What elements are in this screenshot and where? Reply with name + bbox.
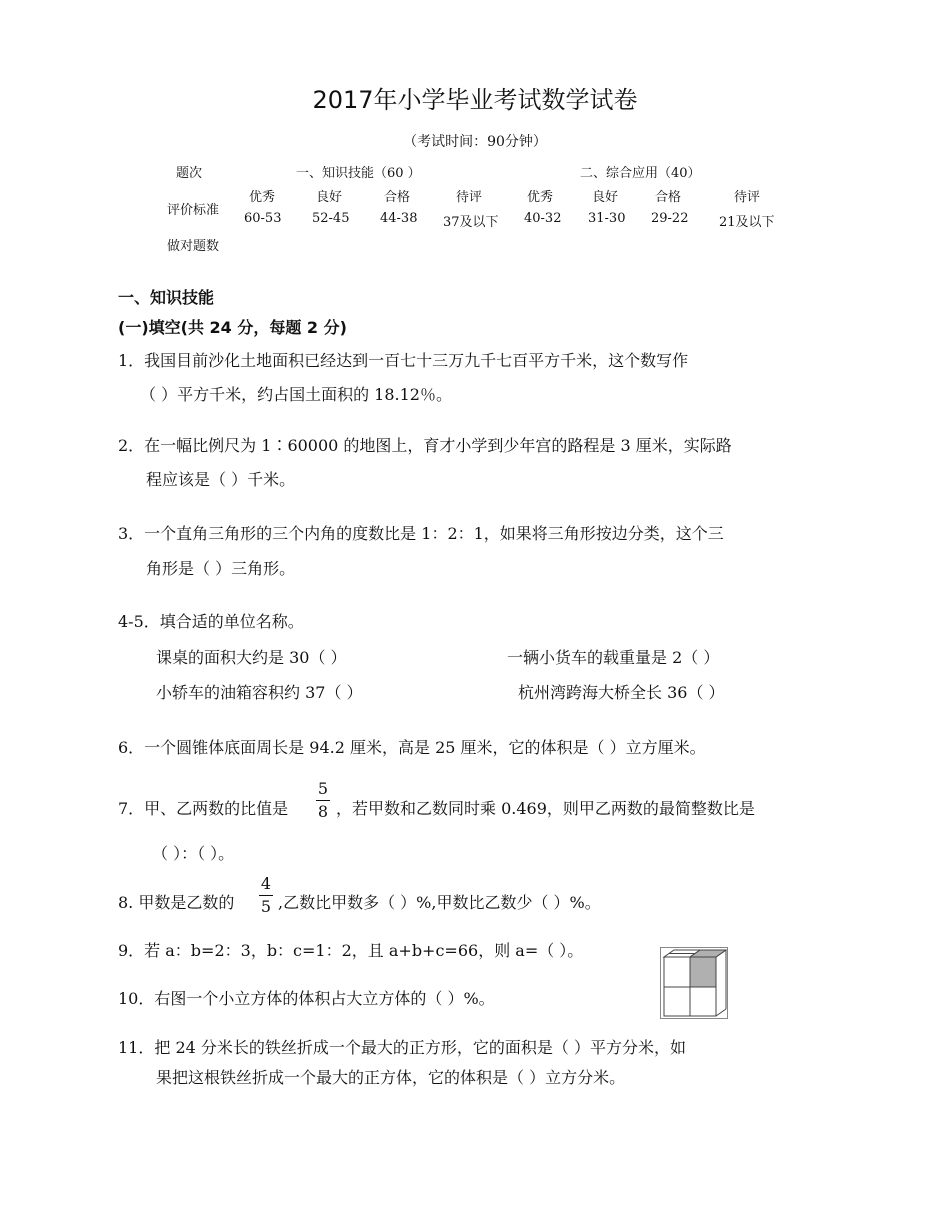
- shaded-small-cube: [690, 957, 716, 987]
- question-11-line1: 11．把 24 分米长的铁丝折成一个最大的正方形，它的面积是（ ）平方分米，如: [118, 1038, 686, 1057]
- question-1-line2: （ ）平方千米，约占国土面积的 18.12％。: [140, 385, 452, 404]
- question-1-line1: 1．我国目前沙化土地面积已经达到一百七十三万九千七百平方千米，这个数写作: [118, 351, 689, 370]
- question-45-d: 杭州湾跨海大桥全长 36（ ）: [518, 683, 725, 702]
- section-heading: 一、知识技能: [118, 288, 215, 307]
- fraction-denominator: 5: [260, 897, 272, 916]
- range-cell: 40-32: [524, 211, 562, 226]
- range-cell: 52-45: [312, 211, 350, 226]
- question-3-line2: 角形是（ ）三角形。: [146, 559, 296, 578]
- range-cell: 37及以下: [443, 215, 499, 230]
- question-10: 10．右图一个小立方体的体积占大立方体的（ ）%。: [118, 989, 495, 1008]
- grade-cell: 待评: [734, 190, 761, 205]
- table-row2-label: 评价标准: [167, 203, 220, 218]
- table-row3-label: 做对题数: [167, 239, 220, 254]
- question-45-c: 小轿车的油箱容积约 37（ ）: [156, 683, 363, 702]
- grade-cell: 优秀: [249, 190, 276, 205]
- question-3-line1: 3．一个直角三角形的三个内角的度数比是 1：2：1，如果将三角形按边分类，这个三: [118, 524, 724, 543]
- grade-cell: 良好: [316, 190, 343, 205]
- grade-cell: 合格: [655, 190, 682, 205]
- grade-cell: 合格: [384, 190, 411, 205]
- range-cell: 21及以下: [719, 215, 775, 230]
- question-9: 9．若 a：b=2：3，b：c=1：2，且 a+b+c=66，则 a=（ ）。: [118, 941, 584, 960]
- table-group2: 二、综合应用（40）: [580, 166, 701, 181]
- question-7-fraction: [316, 780, 330, 821]
- question-11-line2: 果把这根铁丝折成一个最大的正方体，它的体积是（ ）立方分米。: [156, 1068, 626, 1087]
- question-2-line2: 程应该是（ ）千米。: [146, 470, 296, 489]
- question-45-intro: 4-5．填合适的单位名称。: [118, 612, 304, 631]
- grade-cell: 良好: [592, 190, 619, 205]
- question-8-post: ,乙数比甲数多（ ）%,甲数比乙数少（ ）%。: [278, 893, 601, 912]
- range-cell: 29-22: [651, 211, 689, 226]
- question-45-a: 课桌的面积大约是 30（ ）: [156, 648, 347, 667]
- grade-cell: 待评: [456, 190, 483, 205]
- question-7-line2: （ ）：（ ）。: [152, 844, 235, 863]
- question-8-pre: 8. 甲数是乙数的: [118, 893, 235, 912]
- table-group1: 一、知识技能（60 ）: [296, 166, 421, 181]
- question-6: 6．一个圆锥体底面周长是 94.2 厘米，高是 25 厘米，它的体积是（ ）立方厘米。: [118, 738, 706, 757]
- fraction-denominator: 8: [317, 802, 329, 821]
- range-cell: 31-30: [588, 211, 626, 226]
- question-8-fraction: [259, 875, 273, 916]
- range-cell: 60-53: [244, 211, 282, 226]
- cube-figure: [660, 947, 728, 1019]
- range-cell: 44-38: [380, 211, 418, 226]
- question-45-b: 一辆小货车的载重量是 2（ ）: [507, 648, 720, 667]
- question-7-post: ，若甲数和乙数同时乘 0.469，则甲乙两数的最简整数比是: [336, 799, 755, 818]
- question-7-pre: 7．甲、乙两数的比值是: [118, 799, 289, 818]
- shaded-small-cube-top: [690, 950, 726, 957]
- fraction-numerator: 4: [260, 874, 272, 893]
- question-2-line1: 2．在一幅比例尺为 1∶60000 的地图上，育才小学到少年宫的路程是 3 厘米，实际路: [118, 436, 732, 455]
- exam-title: 2017年小学毕业考试数学试卷: [312, 86, 638, 114]
- grade-cell: 优秀: [527, 190, 554, 205]
- section-subheading: (一)填空(共 24 分，每题 2 分): [118, 318, 347, 337]
- table-row1-label: 题次: [176, 166, 203, 181]
- exam-subtitle: （考试时间：90分钟）: [403, 134, 547, 150]
- fraction-numerator: 5: [317, 779, 329, 798]
